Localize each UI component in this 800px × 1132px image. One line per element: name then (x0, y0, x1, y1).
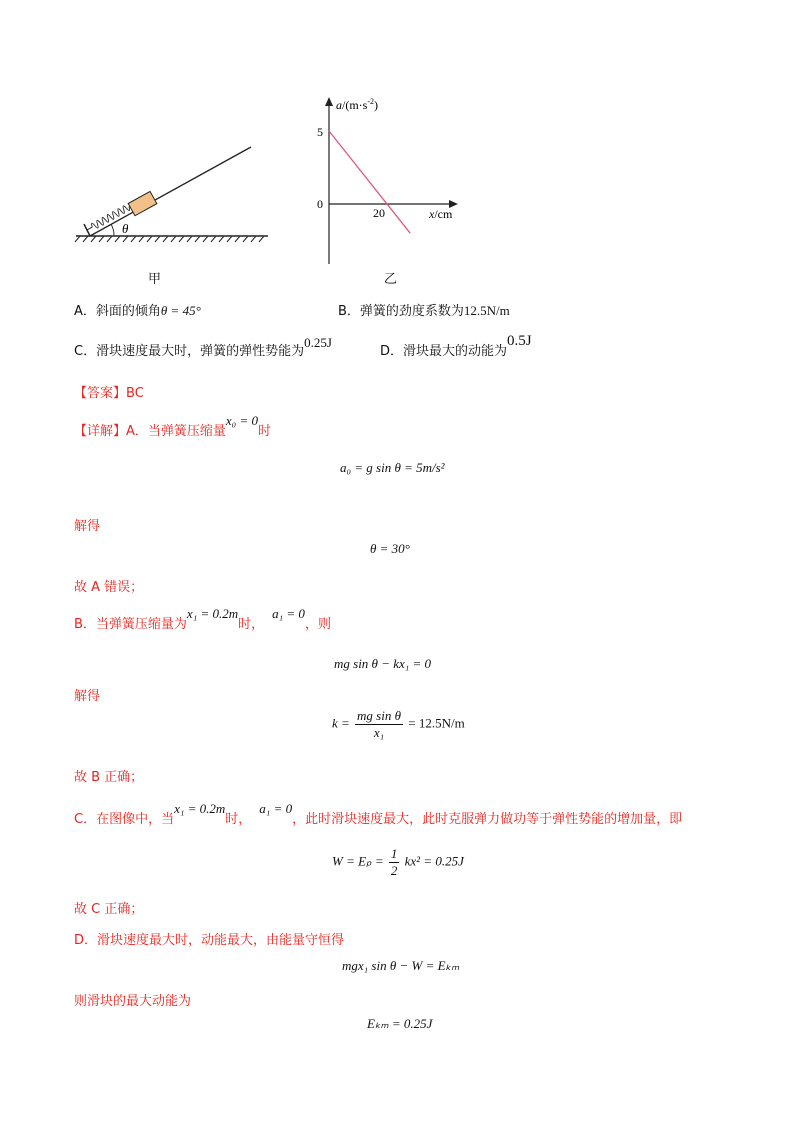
x-axis-label: x/cm (429, 207, 453, 221)
figure-left-label: 甲 (148, 272, 162, 287)
detail-b-math-1: x₁ = 0.2m (186, 606, 239, 621)
option-b-math: 12.5N/m (463, 303, 510, 318)
option-c (74, 335, 332, 359)
detail-c-text-3: ，此时滑块速度最大，此时克服弹力做功等于弹性势能的增加量，即 (292, 812, 683, 827)
solve-label-2: 解得 (74, 689, 101, 704)
equation-5 (332, 846, 464, 879)
equation-1: a₀ = g sin θ = 5m/s² (340, 460, 445, 475)
detail-b-math-2: a₁ = 0 (272, 606, 305, 621)
detail-intro-tail: 时 (257, 424, 271, 439)
series-line-a-vs-x (329, 131, 410, 233)
equation-2: θ = 30° (370, 541, 410, 556)
y-axis-label: $a/(m\cdot s^{-2})$ (336, 97, 379, 112)
equation-4-tail: = 12.5N/m (408, 715, 465, 731)
equation-5-lhs: W = Eₚ = (332, 853, 384, 869)
option-a (74, 300, 201, 319)
figure-right-label: 乙 (384, 272, 398, 287)
equation-4-denominator: x₁ (373, 725, 385, 740)
detail-b-text-1: B．当弹簧压缩量为 (74, 617, 187, 632)
detail-c-math-1: x₁ = 0.2m (174, 801, 226, 816)
detail-c (74, 801, 683, 827)
option-c-math: 0.25J (304, 335, 332, 350)
detail-c-text-2: 时， (225, 812, 252, 827)
equation-6: mgx₁ sin θ − W = Eₖₘ (342, 958, 460, 973)
incline-figure (70, 140, 280, 245)
detail-intro-text: 【详解】A．当弹簧压缩量 (74, 424, 226, 439)
detail-b-text-2: 时， (238, 617, 265, 632)
equation-7: Eₖₘ = 0.25J (367, 1016, 433, 1031)
detail-b (74, 606, 331, 632)
detail-c-text-1: C．在图像中，当 (74, 812, 175, 827)
detail-d: D．滑块速度最大时，动能最大，由能量守恒得 (74, 933, 345, 948)
tick-y-5: 5 (317, 125, 323, 139)
acceleration-graph (306, 92, 476, 267)
detail-c-math-2: a₁ = 0 (259, 801, 293, 816)
incline-line (90, 147, 251, 236)
equation-5-denominator: 2 (390, 863, 398, 878)
ground-hatching (75, 236, 264, 242)
option-d-text: D．滑块最大的动能为 (380, 344, 508, 359)
conclusion-a: 故 A 错误； (74, 580, 144, 595)
option-c-text: C．滑块速度最大时，弹簧的弹性势能为 (74, 344, 305, 359)
equation-5-fraction (389, 846, 400, 879)
y-axis-arrow (325, 97, 333, 106)
detail-intro (74, 413, 271, 439)
option-b (338, 300, 510, 319)
option-d (380, 333, 532, 360)
conclusion-b: 故 B 正确； (74, 770, 144, 785)
answer-line: 【答案】BC (74, 386, 144, 401)
option-a-math: θ = 45° (160, 303, 201, 318)
equation-4-fraction (355, 708, 403, 741)
equation-4-lhs: k = (332, 715, 350, 731)
detail-b-text-3: ，则 (304, 617, 331, 632)
detail-intro-math: x₀ = 0 (225, 413, 258, 428)
equation-4-numerator: mg sin θ (357, 708, 401, 723)
detail-d-max: 则滑块的最大动能为 (74, 994, 192, 1009)
theta-label: θ (122, 221, 129, 236)
equation-5-numerator: 1 (390, 846, 398, 861)
equation-5-tail: kx² = 0.25J (404, 853, 464, 869)
equation-4 (332, 708, 465, 741)
angle-arc (111, 224, 114, 236)
conclusion-c: 故 C 正确； (74, 902, 144, 917)
equation-3: mg sin θ − kx₁ = 0 (334, 656, 432, 671)
tick-origin: 0 (317, 197, 323, 211)
block (128, 191, 157, 215)
option-b-text: B．弹簧的劲度系数为 (338, 304, 464, 319)
tick-x-20: 20 (373, 206, 385, 220)
solve-label-1: 解得 (74, 519, 101, 534)
option-d-math: 0.5J (507, 333, 532, 349)
option-a-text: A．斜面的倾角 (74, 304, 161, 319)
